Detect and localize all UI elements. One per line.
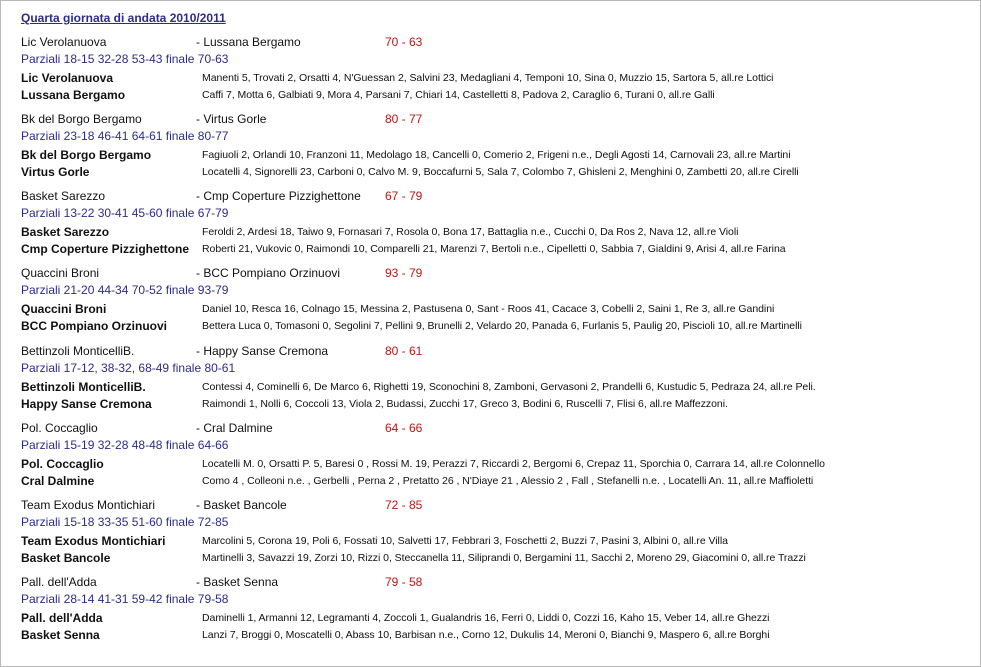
home-team-name: Quaccini Broni — [21, 266, 100, 280]
away-roster-team: Basket Bancole — [21, 551, 111, 565]
home-roster-row — [21, 223, 971, 240]
final-score: 80 - 77 — [385, 112, 423, 126]
home-roster-row — [21, 455, 971, 472]
away-roster-players: Bettera Luca 0, Tomasoni 0, Segolini 7, Pellini 9, Brunelli 2, Velardo 20, Panada 6, Furlanis 5, Paulig 20, Piscioli 10, all.re Martinelli — [202, 320, 802, 332]
away-roster-players: Caffi 7, Motta 6, Galbiati 9, Mora 4, Parsani 7, Chiari 14, Castelletti 8, Padova 2, Caraglio 6, Turani 0, all.re Galli — [202, 89, 715, 101]
matchup-line — [21, 188, 971, 205]
matchup-line — [21, 574, 971, 591]
home-team-name: Lic Verolanuova — [21, 35, 107, 49]
matchup-line — [21, 34, 971, 51]
partial-scores: Parziali 28-14 41-31 59-42 finale 79-58 — [21, 592, 229, 606]
game-block — [21, 574, 971, 643]
away-roster-players: Roberti 21, Vukovic 0, Raimondi 10, Comparelli 21, Marenzi 7, Bertoli n.e., Cipelletti 0, Sabbia 7, Gialdini 9, Arisi 4, all.re Farina — [202, 243, 786, 255]
away-roster-players: Raimondi 1, Nolli 6, Coccoli 13, Viola 2, Budassi, Zucchi 17, Greco 3, Bodini 6, Ruscelli 7, Flisi 6, all.re Maffezzoni. — [202, 398, 728, 410]
home-team-name: Bettinzoli MonticelliB. — [21, 344, 135, 358]
away-team-name: - Cmp Coperture Pizzighettone — [196, 189, 361, 203]
final-score: 67 - 79 — [385, 189, 423, 203]
final-score: 80 - 61 — [385, 344, 423, 358]
home-roster-players: Contessi 4, Cominelli 6, De Marco 6, Righetti 19, Sconochini 8, Zamboni, Gervasoni 2, Prandelli 6, Kustudic 5, Pedraza 24, all.re Peli. — [202, 381, 816, 393]
home-roster-players: Marcolini 5, Corona 19, Poli 6, Fossati 10, Salvetti 17, Febbrari 3, Foschetti 2, Buzzi 7, Pasini 3, Albini 0, all.re Villa — [202, 535, 728, 547]
page-title[interactable]: Quarta giornata di andata 2010/2011 — [21, 11, 226, 25]
matchup-line — [21, 111, 971, 128]
home-roster-team: Lic Verolanuova — [21, 71, 114, 85]
home-team-name: Bk del Borgo Bergamo — [21, 112, 142, 126]
home-roster-team: Bettinzoli MonticelliB. — [21, 380, 146, 394]
game-block — [21, 343, 971, 412]
partial-scores: Parziali 23-18 46-41 64-61 finale 80-77 — [21, 129, 229, 143]
final-score: 93 - 79 — [385, 266, 423, 280]
away-roster-players: Como 4 , Colleoni n.e. , Gerbelli , Perna 2 , Pretatto 26 , N'Diaye 21 , Alessio 2 , Fall , Stefanelli n.e. , Locatelli An. 11, all.re Maffioletti — [202, 475, 814, 487]
home-roster-row — [21, 146, 971, 163]
away-roster-row — [21, 317, 971, 334]
game-block — [21, 34, 971, 103]
home-roster-row — [21, 609, 971, 626]
home-team-name: Team Exodus Montichiari — [21, 498, 156, 512]
away-roster-row — [21, 240, 971, 257]
away-roster-players: Lanzi 7, Broggi 0, Moscatelli 0, Abass 10, Barbisan n.e., Corno 12, Dukulis 14, Meroni 0, Bianchi 9, Maspero 6, all.re Borghi — [202, 629, 770, 641]
home-team-name: Basket Sarezzo — [21, 189, 106, 203]
game-block — [21, 111, 971, 180]
partial-scores: Parziali 18-15 32-28 53-43 finale 70-63 — [21, 52, 229, 66]
away-roster-players: Martinelli 3, Savazzi 19, Zorzi 10, Rizzi 0, Steccanella 11, Siliprandi 0, Bergamini 11, Sacchi 2, Moreno 29, Giacomini 0, all.re Trazzi — [202, 552, 806, 564]
partial-scores: Parziali 21-20 44-34 70-52 finale 93-79 — [21, 283, 229, 297]
home-roster-team: Pol. Coccaglio — [21, 457, 104, 471]
home-roster-row — [21, 378, 971, 395]
game-block — [21, 188, 971, 257]
partial-scores: Parziali 13-22 30-41 45-60 finale 67-79 — [21, 206, 229, 220]
away-roster-row — [21, 395, 971, 412]
home-team-name: Pol. Coccaglio — [21, 421, 98, 435]
home-roster-row — [21, 532, 971, 549]
matchup-line — [21, 420, 971, 437]
home-roster-players: Locatelli M. 0, Orsatti P. 5, Baresi 0 , Rossi M. 19, Perazzi 7, Riccardi 2, Bergomi 6, Crepaz 11, Sporchia 0, Carrara 14, all.re Colonnello — [202, 458, 825, 470]
home-roster-team: Bk del Borgo Bergamo — [21, 148, 152, 162]
final-score: 64 - 66 — [385, 421, 423, 435]
game-block — [21, 420, 971, 489]
away-team-name: - Basket Bancole — [196, 498, 287, 512]
home-roster-players: Fagiuoli 2, Orlandi 10, Franzoni 11, Medolago 18, Cancelli 0, Comerio 2, Frigeni n.e., Degli Agosti 14, Carnovali 23, all.re Martini — [202, 149, 791, 161]
away-roster-team: Cral Dalmine — [21, 474, 95, 488]
away-roster-team: Happy Sanse Cremona — [21, 397, 152, 411]
game-block — [21, 497, 971, 566]
away-team-name: - Cral Dalmine — [196, 421, 273, 435]
partial-scores: Parziali 17-12, 38-32, 68-49 finale 80-61 — [21, 361, 236, 375]
away-roster-team: Basket Senna — [21, 628, 100, 642]
away-team-name: - Lussana Bergamo — [196, 35, 301, 49]
home-roster-team: Basket Sarezzo — [21, 225, 110, 239]
home-roster-team: Team Exodus Montichiari — [21, 534, 166, 548]
partial-scores: Parziali 15-18 33-35 51-60 finale 72-85 — [21, 515, 229, 529]
home-roster-players: Daminelli 1, Armanni 12, Legramanti 4, Zoccoli 1, Gualandris 16, Ferri 0, Liddi 0, Cozzi 16, Kaho 15, Veber 14, all.re Ghezzi — [202, 612, 770, 624]
away-roster-team: Virtus Gorle — [21, 165, 90, 179]
away-roster-team: BCC Pompiano Orzinuovi — [21, 319, 168, 333]
away-team-name: - Virtus Gorle — [196, 112, 267, 126]
home-roster-players: Daniel 10, Resca 16, Colnago 15, Messina 2, Pastusena 0, Sant - Roos 41, Cacace 3, Cobelli 2, Saini 1, Re 3, all.re Gandini — [202, 303, 775, 315]
away-roster-row — [21, 86, 971, 103]
final-score: 72 - 85 — [385, 498, 423, 512]
home-roster-row — [21, 300, 971, 317]
matchup-line — [21, 497, 971, 514]
away-team-name: - BCC Pompiano Orzinuovi — [196, 266, 341, 280]
away-team-name: - Basket Senna — [196, 575, 279, 589]
home-roster-players: Manenti 5, Trovati 2, Orsatti 4, N'Guessan 2, Salvini 23, Medagliani 4, Temponi 10, Sina 0, Muzzio 15, Sartora 5, all.re Lottici — [202, 72, 774, 84]
home-team-name: Pall. dell'Adda — [21, 575, 97, 589]
home-roster-team: Quaccini Broni — [21, 302, 107, 316]
final-score: 79 - 58 — [385, 575, 423, 589]
away-roster-row — [21, 549, 971, 566]
away-roster-row — [21, 626, 971, 643]
away-roster-row — [21, 472, 971, 489]
partial-scores: Parziali 15-19 32-28 48-48 finale 64-66 — [21, 438, 229, 452]
home-roster-team: Pall. dell'Adda — [21, 611, 103, 625]
game-block — [21, 265, 971, 334]
away-roster-row — [21, 163, 971, 180]
home-roster-players: Feroldi 2, Ardesi 18, Taiwo 9, Fornasari 7, Rosola 0, Bona 17, Battaglia n.e., Cucchi 0, Da Ros 2, Nava 12, all.re Violi — [202, 226, 739, 238]
away-roster-players: Locatelli 4, Signorelli 23, Carboni 0, Calvo M. 9, Boccafurni 5, Sala 7, Colombo 7, Ghisleni 2, Menghini 0, Zambetti 20, all.re Cirelli — [202, 166, 799, 178]
away-team-name: - Happy Sanse Cremona — [196, 344, 329, 358]
final-score: 70 - 63 — [385, 35, 423, 49]
away-roster-team: Lussana Bergamo — [21, 88, 126, 102]
away-roster-team: Cmp Coperture Pizzighettone — [21, 242, 190, 256]
home-roster-row — [21, 69, 971, 86]
matchup-line — [21, 343, 971, 360]
matchup-line — [21, 265, 971, 282]
